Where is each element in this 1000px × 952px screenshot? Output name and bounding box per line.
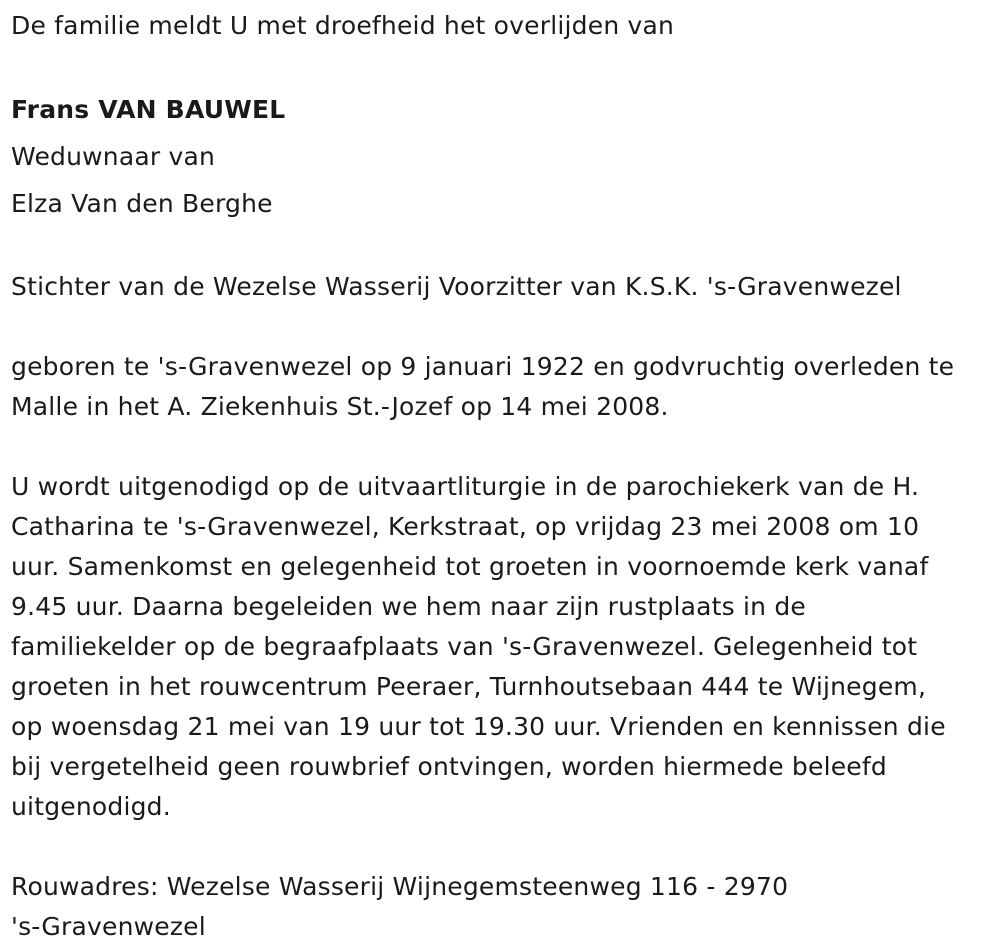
- birth-death-line: geboren te 's-Gravenwezel op 9 januari 1922 en godvruchtig overleden te: [11, 352, 955, 381]
- funeral-line: bij vergetelheid geen rouwbrief ontvingen, worden hiermede beleefd: [11, 752, 887, 781]
- funeral-line: Catharina te 's-Gravenwezel, Kerkstraat, op vrijdag 23 mei 2008 om 10: [11, 512, 920, 541]
- spouse-name: Elza Van den Berghe: [11, 189, 273, 218]
- funeral-line: groeten in het rouwcentrum Peeraer, Turnhoutsebaan 444 te Wijnegem,: [11, 672, 927, 701]
- address-line: 's-Gravenwezel: [11, 912, 206, 941]
- funeral-line: 9.45 uur. Daarna begeleiden we hem naar zijn rustplaats in de: [11, 592, 807, 621]
- deceased-name: Frans VAN BAUWEL: [11, 95, 286, 124]
- birth-death-line: Malle in het A. Ziekenhuis St.-Jozef op 14 mei 2008.: [11, 392, 669, 421]
- address-line: Rouwadres: Wezelse Wasserij Wijnegemsteenweg 116 - 2970: [11, 872, 789, 901]
- funeral-line: uur. Samenkomst en gelegenheid tot groeten in voornoemde kerk vanaf: [11, 552, 929, 581]
- funeral-paragraph: [11, 467, 1000, 827]
- titles-text: Stichter van de Wezelse Wasserij Voorzitter van K.S.K. 's-Gravenwezel: [11, 272, 902, 301]
- funeral-line: uitgenodigd.: [11, 792, 171, 821]
- funeral-line: op woensdag 21 mei van 19 uur tot 19.30 uur. Vrienden en kennissen die: [11, 712, 946, 741]
- birth-death-paragraph: [11, 347, 1000, 427]
- intro-text: De familie meldt U met droefheid het overlijden van: [11, 11, 675, 40]
- funeral-line: familiekelder op de begraafplaats van 's-Gravenwezel. Gelegenheid tot: [11, 632, 918, 661]
- funeral-line: U wordt uitgenodigd op de uitvaartliturgie in de parochiekerk van de H.: [11, 472, 920, 501]
- relation-text: Weduwnaar van: [11, 142, 216, 171]
- address-paragraph: [11, 867, 1000, 947]
